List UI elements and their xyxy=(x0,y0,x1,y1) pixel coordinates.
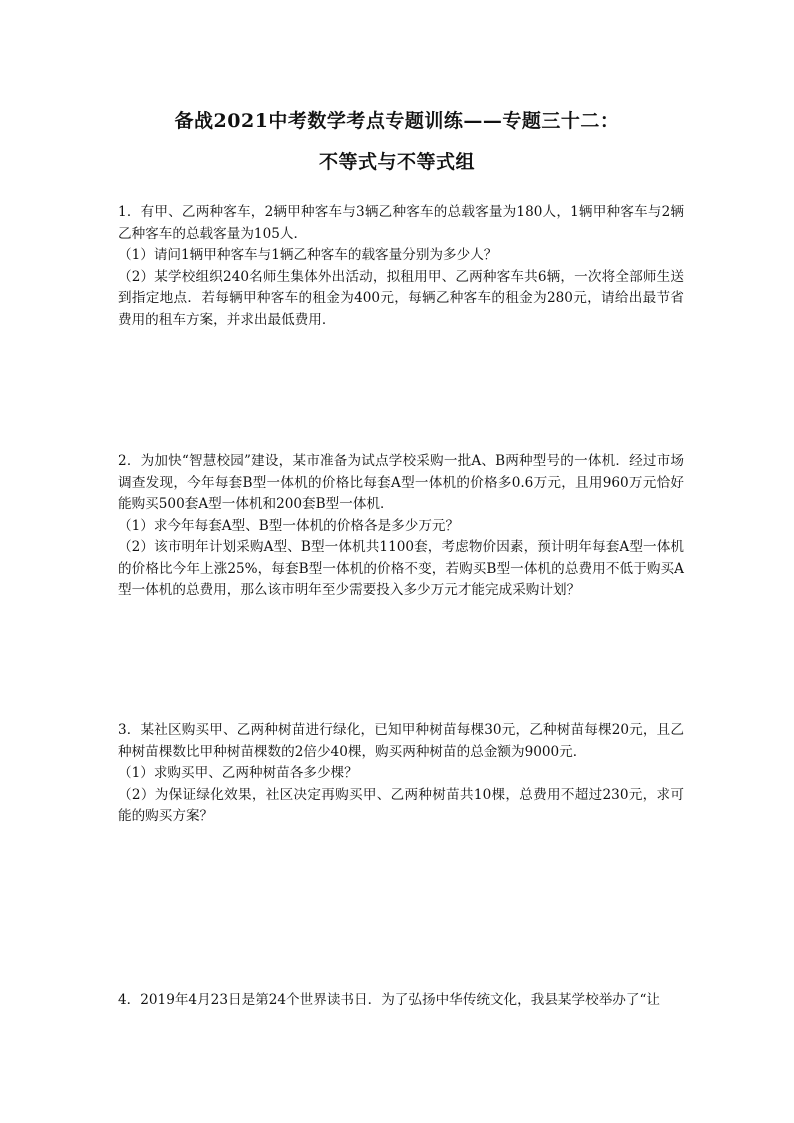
question-1-part-1: （1）请问1辆甲种客车与1辆乙种客车的载客量分别为多少人？ xyxy=(118,247,498,263)
question-2-part-2: （2）该市明年计划采购A型、B型一体机共1100套，考虑物价因素，预计明年每套A型一体机的价格比今年上涨25%，每套B型一体机的价格不变，若购买B型一体机的总费用不低于购买A型一体机的总费用，那么该市明年至少需要投入多少万元才能完成采购计划？ xyxy=(118,539,684,598)
question-3-part-1: （1）求购买甲、乙两种树苗各多少棵？ xyxy=(118,765,358,781)
document-title-line-1: 备战2021中考数学考点专题训练——专题三十二： xyxy=(174,110,620,132)
question-4-stem: 4．2019年4月23日是第24个世界读书日．为了弘扬中华传统文化，我县某学校举办了“让 xyxy=(118,992,661,1008)
question-1 xyxy=(118,202,684,331)
document-title-line-2: 不等式与不等式组 xyxy=(318,151,475,173)
question-3-part-2: （2）为保证绿化效果，社区决定再购买甲、乙两种树苗共10棵，总费用不超过230元，求可能的购买方案？ xyxy=(118,786,684,824)
question-1-part-2: （2）某学校组织240名师生集体外出活动，拟租用甲、乙两种客车共6辆，一次将全部师生送到指定地点．若每辆甲种客车的租金为400元，每辆乙种客车的租金为280元，请给出最节省费用的租车方案，并求出最低费用． xyxy=(118,268,684,328)
question-2-part-1: （1）求今年每套A型、B型一体机的价格各是多少万元？ xyxy=(118,517,460,534)
question-4 xyxy=(118,990,684,1012)
question-2-stem: 2．为加快“智慧校园”建设，某市准备为试点学校采购一批A、B两种型号的一体机．经过市场调查发现，今年每套B型一体机的价格比每套A型一体机的价格多0.6万元，且用960万元恰好能购买500套A型一体机和200套B型一体机． xyxy=(118,453,684,512)
question-1-stem: 1．有甲、乙两种客车，2辆甲种客车与3辆乙种客车的总载客量为180人，1辆甲种客车与2辆乙种客车的总载客量为105人． xyxy=(118,204,684,242)
question-3-stem: 3．某社区购买甲、乙两种树苗进行绿化，已知甲种树苗每棵30元，乙种树苗每棵20元，且乙种树苗棵数比甲种树苗棵数的2倍少40棵，购买两种树苗的总金额为9000元． xyxy=(118,722,684,760)
question-2 xyxy=(118,451,684,602)
question-3 xyxy=(118,720,684,828)
